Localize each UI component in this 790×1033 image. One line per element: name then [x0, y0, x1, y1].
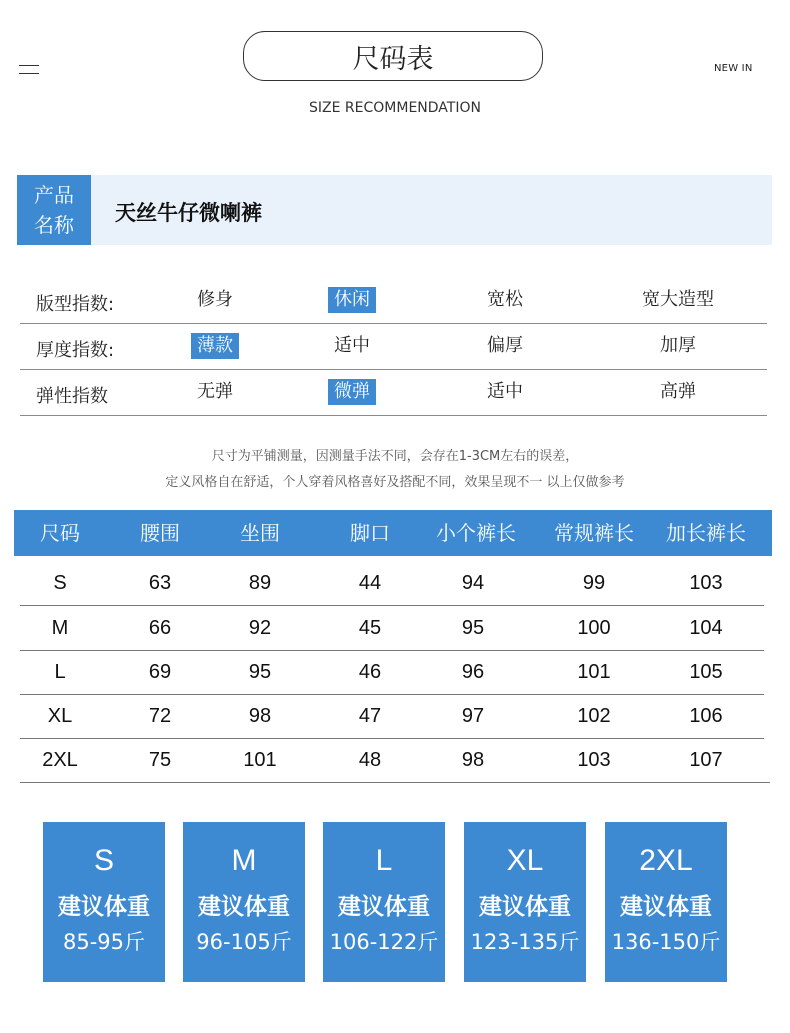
card-label: 建议体重 — [479, 894, 571, 920]
card-label: 建议体重 — [620, 894, 712, 920]
attribute-option-selected: 休闲 — [328, 287, 376, 313]
card-label: 建议体重 — [198, 894, 290, 920]
table-cell: 107 — [689, 749, 723, 771]
table-cell: 89 — [248, 572, 272, 594]
table-cell: S — [53, 572, 67, 594]
table-cell: 2XL — [42, 749, 78, 771]
card-size: XL — [506, 844, 544, 877]
menu-icon[interactable] — [19, 62, 39, 76]
table-cell: 46 — [358, 661, 382, 683]
table-cell: 95 — [461, 617, 485, 639]
attribute-label: 版型指数: — [36, 294, 115, 315]
table-cell: 106 — [689, 705, 723, 727]
attribute-option: 高弹 — [660, 381, 696, 402]
table-cell: 96 — [461, 661, 485, 683]
attribute-option: 适中 — [334, 335, 370, 356]
table-cell: 102 — [577, 705, 611, 727]
attribute-option: 修身 — [197, 289, 233, 310]
measurement-note: 尺寸为平铺测量，因测量手法不同，会存在1-3CM左右的误差， — [211, 449, 579, 464]
table-cell: 66 — [148, 617, 172, 639]
table-cell: 44 — [358, 572, 382, 594]
product-name-value: 天丝牛仔微喇裤 — [115, 201, 262, 225]
table-cell: 101 — [243, 749, 277, 771]
table-cell: 100 — [577, 617, 611, 639]
table-cell: M — [51, 617, 69, 639]
card-size: L — [375, 844, 393, 877]
column-header: 加长裤长 — [666, 521, 746, 545]
weight-card-l — [323, 822, 445, 982]
weight-card-xl — [464, 822, 586, 982]
card-size: 2XL — [639, 844, 693, 877]
weight-card-m — [183, 822, 305, 982]
attribute-label: 弹性指数 — [36, 386, 108, 407]
table-cell: 45 — [358, 617, 382, 639]
page-subtitle: SIZE RECOMMENDATION — [309, 100, 481, 116]
weight-card-2xl — [605, 822, 727, 982]
column-header: 脚口 — [350, 521, 390, 545]
size-table-header — [14, 510, 772, 556]
attribute-option: 加厚 — [660, 335, 696, 356]
table-cell: 94 — [461, 572, 485, 594]
card-weight-range: 85-95斤 — [62, 930, 146, 954]
attribute-option: 适中 — [487, 381, 523, 402]
table-cell: 105 — [689, 661, 723, 683]
column-header: 坐围 — [240, 521, 280, 545]
new-in-link[interactable]: NEW IN — [714, 63, 753, 74]
attribute-option: 宽大造型 — [642, 289, 714, 310]
table-cell: 98 — [248, 705, 272, 727]
column-header: 腰围 — [140, 521, 180, 545]
card-weight-range: 96-105斤 — [196, 930, 292, 954]
table-cell: 92 — [248, 617, 272, 639]
table-cell: 103 — [689, 572, 723, 594]
card-weight-range: 123-135斤 — [470, 930, 580, 954]
table-cell: 75 — [148, 749, 172, 771]
attribute-option: 宽松 — [487, 289, 523, 310]
weight-card-s — [43, 822, 165, 982]
card-size: M — [231, 844, 257, 877]
attribute-label: 厚度指数: — [36, 340, 115, 361]
table-row — [20, 650, 764, 695]
attribute-row-thickness — [20, 323, 767, 370]
product-name-label — [17, 175, 91, 245]
card-label: 建议体重 — [338, 894, 430, 920]
table-cell: 103 — [577, 749, 611, 771]
style-note: 定义风格自在舒适，个人穿着风格喜好及搭配不同，效果呈现不一 以上仅做参考 — [165, 475, 625, 490]
card-weight-range: 106-122斤 — [329, 930, 439, 954]
product-label-line2: 名称 — [34, 213, 74, 237]
page-title: 尺码表 — [243, 31, 543, 81]
table-row — [20, 606, 764, 651]
table-cell: 47 — [358, 705, 382, 727]
table-cell: 63 — [148, 572, 172, 594]
table-row — [20, 738, 770, 783]
attribute-option-selected: 薄款 — [191, 333, 239, 359]
table-cell: L — [54, 661, 66, 683]
table-cell: 72 — [148, 705, 172, 727]
table-cell: 95 — [248, 661, 272, 683]
table-cell: 101 — [577, 661, 611, 683]
card-size: S — [93, 844, 114, 877]
column-header: 小个裤长 — [436, 521, 516, 545]
attribute-option: 无弹 — [197, 381, 233, 402]
attribute-row-fit — [20, 277, 767, 324]
table-cell: 48 — [358, 749, 382, 771]
table-cell: 99 — [582, 572, 606, 594]
table-cell: 97 — [461, 705, 485, 727]
column-header: 尺码 — [40, 521, 80, 545]
table-cell: 104 — [689, 617, 723, 639]
table-row — [20, 561, 764, 606]
attribute-row-elasticity — [20, 369, 767, 416]
column-header: 常规裤长 — [554, 521, 634, 545]
attribute-option-selected: 微弹 — [328, 379, 376, 405]
table-cell: XL — [47, 705, 73, 727]
card-weight-range: 136-150斤 — [611, 930, 721, 954]
table-row — [20, 694, 764, 739]
product-label-line1: 产品 — [34, 183, 74, 207]
card-label: 建议体重 — [58, 894, 150, 920]
table-cell: 98 — [461, 749, 485, 771]
table-cell: 69 — [148, 661, 172, 683]
attribute-option: 偏厚 — [487, 335, 523, 356]
